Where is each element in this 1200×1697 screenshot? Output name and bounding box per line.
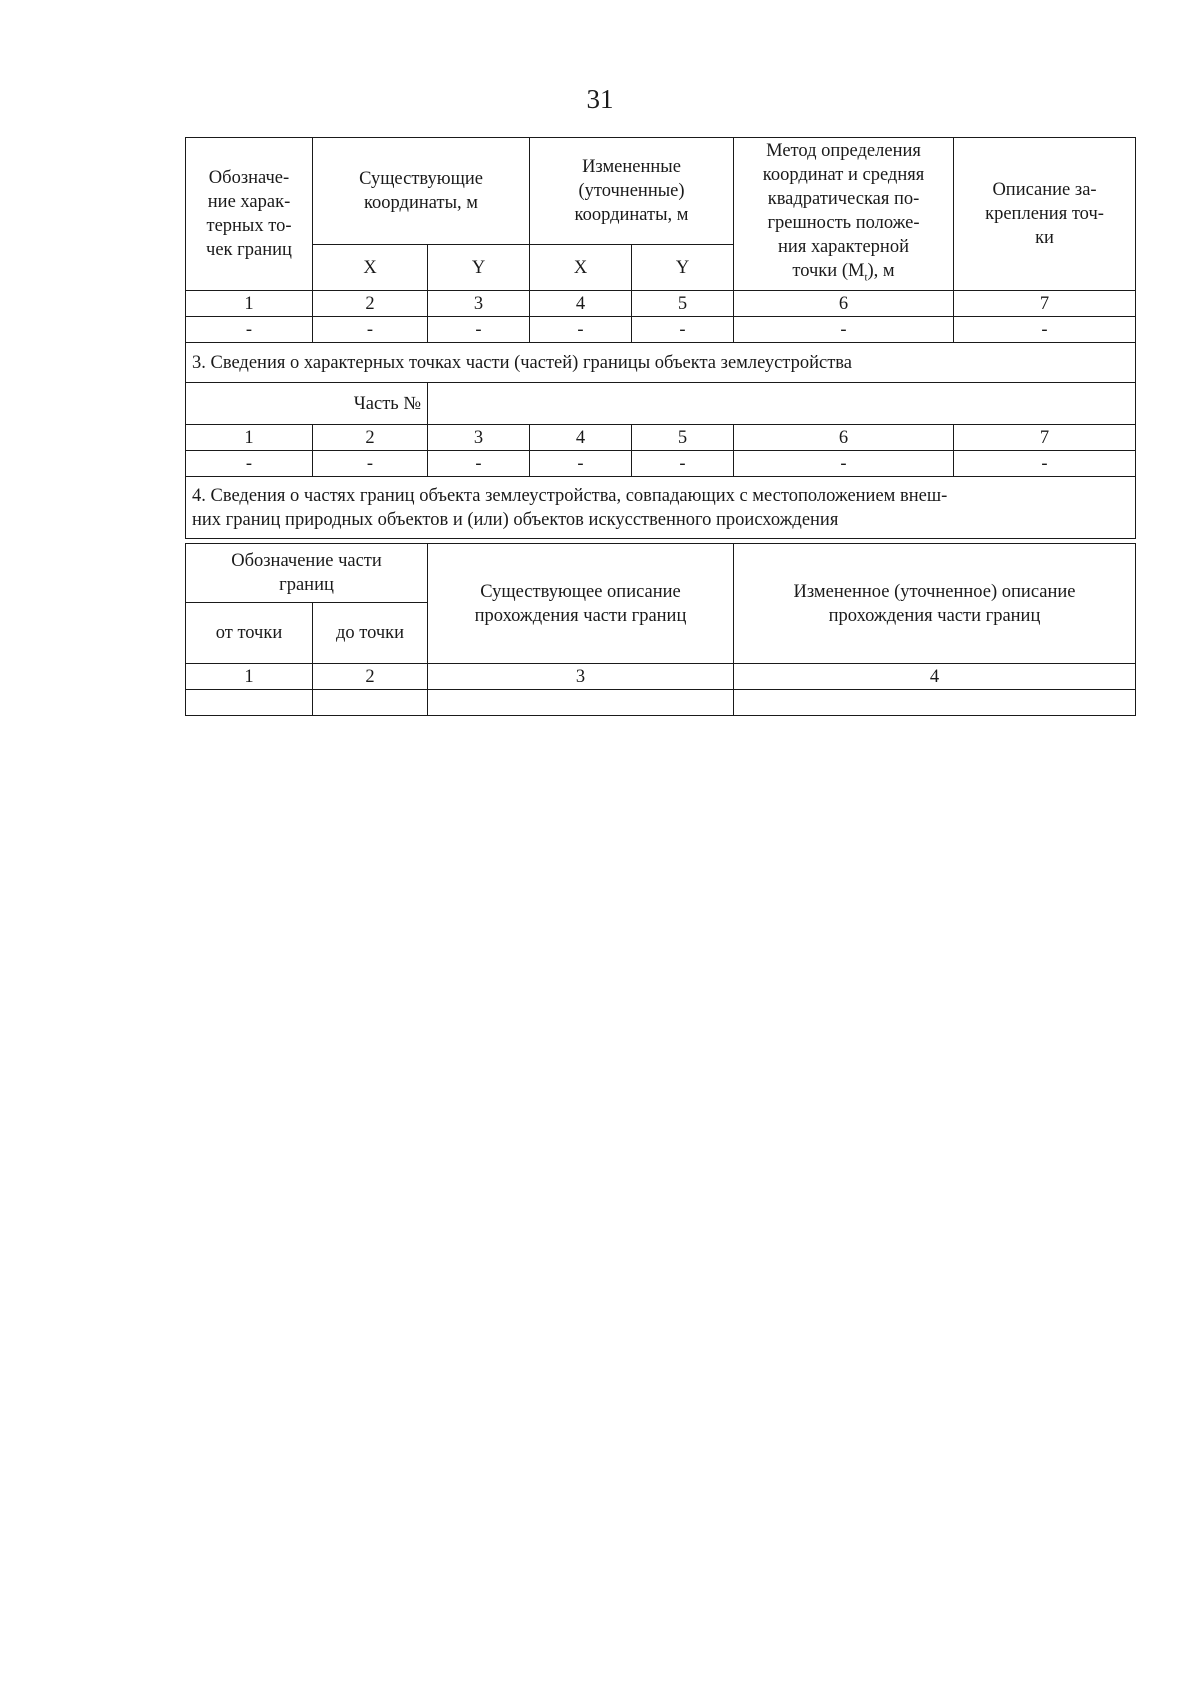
table-cell: -	[954, 317, 1136, 343]
header-part-designation: Обозначение части границ	[186, 544, 428, 603]
table-cell: -	[954, 451, 1136, 477]
column-number: 1	[186, 291, 313, 317]
table-cell: -	[734, 317, 954, 343]
column-numbers-row	[186, 291, 1136, 317]
column-numbers-row	[186, 664, 1136, 690]
column-number: 2	[313, 291, 428, 317]
header-designation: Обозначе- ние харак- терных то- чек границ	[186, 138, 313, 291]
header-method	[734, 138, 954, 291]
part-number-value	[428, 383, 1136, 425]
method-text: Метод определения координат и средняя квадратическая по- грешность положе- ния характерной точки (M	[762, 140, 925, 281]
table-cell	[186, 690, 313, 716]
table-cell: -	[530, 317, 632, 343]
column-number: 7	[954, 291, 1136, 317]
header-changed-y: Y	[632, 245, 734, 291]
header-from-point: от точки	[186, 603, 313, 664]
column-number: 4	[530, 425, 632, 451]
table-cell	[428, 690, 734, 716]
column-number: 1	[186, 425, 313, 451]
boundary-parts-table	[185, 543, 1136, 716]
column-numbers-row	[186, 425, 1136, 451]
part-number-label: Часть №	[186, 383, 428, 425]
column-number: 4	[734, 664, 1136, 690]
table-row	[186, 317, 1136, 343]
column-number: 3	[428, 664, 734, 690]
header-changed-description: Измененное (уточненное) описание прохождения части границ	[734, 544, 1136, 664]
header-existing-y: Y	[428, 245, 530, 291]
column-number: 5	[632, 425, 734, 451]
page-number: 31	[586, 84, 614, 114]
table-row	[186, 451, 1136, 477]
column-number: 5	[632, 291, 734, 317]
header-to-point: до точки	[313, 603, 428, 664]
method-suffix: ), м	[867, 260, 895, 281]
header-fixing-description: Описание за- крепления точ- ки	[954, 138, 1136, 291]
column-number: 2	[313, 664, 428, 690]
table-cell	[734, 690, 1136, 716]
column-number: 2	[313, 425, 428, 451]
table-row	[186, 690, 1136, 716]
column-number: 1	[186, 664, 313, 690]
column-number: 3	[428, 425, 530, 451]
header-changed-coordinates: Измененные (уточненные) координаты, м	[530, 138, 734, 245]
table-cell: -	[313, 317, 428, 343]
section-4-title: 4. Сведения о частях границ объекта землеустройства, совпадающих с местоположением внеш- них границ природных объектов и (или) объектов искусственного происхождения	[186, 477, 1136, 539]
table-cell: -	[632, 451, 734, 477]
table-cell: -	[632, 317, 734, 343]
section-3-title: 3. Сведения о характерных точках части (частей) границы объекта землеустройства	[186, 343, 1136, 383]
table-cell: -	[428, 317, 530, 343]
column-number: 3	[428, 291, 530, 317]
table-cell: -	[313, 451, 428, 477]
table-cell: -	[734, 451, 954, 477]
table-cell: -	[186, 451, 313, 477]
table-cell: -	[428, 451, 530, 477]
table-cell: -	[530, 451, 632, 477]
column-number: 6	[734, 291, 954, 317]
column-number: 6	[734, 425, 954, 451]
header-existing-coordinates: Существующие координаты, м	[313, 138, 530, 245]
boundary-points-table	[185, 137, 1136, 539]
header-existing-x: X	[313, 245, 428, 291]
column-number: 4	[530, 291, 632, 317]
method-subscript: t	[864, 271, 868, 284]
column-number: 7	[954, 425, 1136, 451]
table-cell: -	[186, 317, 313, 343]
table-cell	[313, 690, 428, 716]
header-existing-description: Существующее описание прохождения части границ	[428, 544, 734, 664]
header-changed-x: X	[530, 245, 632, 291]
